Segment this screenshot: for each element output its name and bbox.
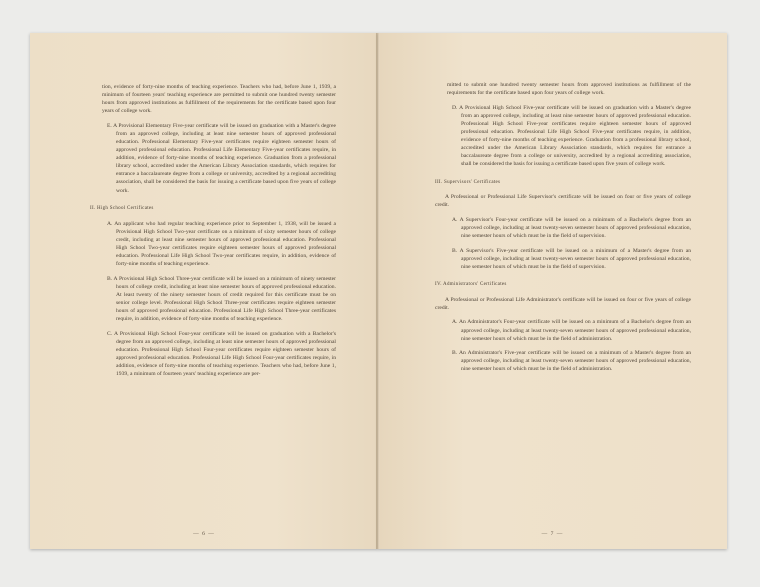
item-iv-a: A. An Administrator's Four-year certificate will be issued on a minimum of a Bachelor's degree from an approved college, including at least twenty-seven semester hours of approved professional education, nine semester hours of which must be in the field of administration. (452, 319, 691, 342)
continued-paragraph: tion, evidence of forty-nine months of teaching experience. Teachers who had, before June 1, 1939, a minimum of fourteen years' teaching experience are permitted to submit one hundred twenty semester hours from approved institutions as fulfillment of the requirements for the certificate based upon four years of college work. (102, 84, 336, 115)
page-number-left: — 6 — (193, 531, 215, 537)
item-iv-b: B. An Administrator's Five-year certificate will be issued on a minimum of a Master's degree from an approved college, including at least twenty-seven semester hours of approved professional education, nine semester hours of which must be in the field of administration. (452, 350, 691, 373)
section-heading-iii: III. Supervisors' Certificates (435, 179, 501, 185)
right-page (378, 33, 727, 549)
item-e: E. A Provisional Elementary Five-year certificate will be issued on graduation with a Master's degree from an approved college, including at least nine semester hours of approved professional education. Professional Elementary Five-year certificates require eighteen semester hours of approved professional education. Professional Life Elementary Five-year certificates require, in addition, evidence of forty-nine months of teaching experience. Graduation from a professional library school, accredited under the American Library Association standards, which requires for entrance a baccalaureate degree from a college or university, accredited by a regional accrediting association, shall be considered the basis for issuing a certificate based upon five years of college work. (107, 122, 336, 194)
booklet-spread (30, 33, 730, 549)
item-a: A. An applicant who had regular teaching experience prior to September 1, 1938, will be issued a Provisional High School Two-year certificate on a minimum of sixty semester hours of college credit, including at least nine semester hours of approved professional education. Professional High School Two-year certificates require eighteen semester hours of approved professional education. Professional Life High School Two-year certificates require, in addition, evidence of forty-nine months of teaching experience. (107, 220, 336, 268)
right-text-column (435, 81, 691, 380)
left-page (30, 33, 378, 549)
item-d: D. A Provisional High School Five-year certificate will be issued on graduation with a Master's degree from an approved college, including at least nine semester hours of approved professional education. Professional High School Five-year certificates require eighteen semester hours of approved professional education. Professional Life High School Five-year certificates require, in addition, evidence of forty-nine months of teaching experience. Graduation from a professional library school, accredited under the American Library Association standards, which requires for entrance a baccalaureate degree from a college or university, accredited by a regional accrediting association, shall be considered the basis for issuing a certificate based upon five years of college work. (452, 104, 691, 168)
section-intro-iii: A Professional or Professional Life Supervisor's certificate will be issued on four or five years of college credit. (435, 194, 691, 209)
section-heading-ii: II. High School Certificates (90, 206, 154, 212)
section-heading-iv: IV. Administrators' Certificates (435, 282, 507, 288)
section-intro-iv: A Professional or Professional Life Administrator's certificate will be issued on four or five years of college credit. (435, 296, 691, 311)
left-text-column (90, 83, 336, 384)
item-c: C. A Provisional High School Four-year certificate will be issued on graduation with a Bachelor's degree from an approved college, including at least nine semester hours of approved professional education. Professional High School Four-year certificates require eighteen semester hours of approved professional education. Professional Life High School Four-year certificates require, in addition, evidence of forty-nine months of teaching experience. Teachers who had, before June 1, 1939, a minimum of fourteen years' teaching experience are per- (107, 330, 336, 377)
item-iii-a: A. A Supervisor's Four-year certificate will be issued on a minimum of a Bachelor's degree from an approved college, including at least twenty-seven semester hours of approved professional education, nine semester hours of which must be in the field of supervision. (452, 216, 691, 240)
continued-paragraph: mitted to submit one hundred twenty semester hours from approved institutions as fulfillment of the requirements for the certificate based upon four years of college work. (447, 82, 691, 97)
item-b: B. A Provisional High School Three-year certificate will be issued on a minimum of ninety semester hours of college credit, including at least nine semester hours of approved professional education. At least twenty of the ninety semester hours of credit required for this certificate must be on senior college level. Professional High School Three-year certificates require eighteen semester hours of approved professional education. Professional Life High School Three-year certificates require, in addition, evidence of forty-nine months of teaching experience. (107, 275, 336, 323)
page-gutter (376, 33, 380, 549)
item-iii-b: B. A Supervisor's Five-year certificate will be issued on a minimum of a Master's degree from an approved college, including at least twenty-seven semester hours of approved professional education, nine semester hours of which must be in the field of supervision. (452, 247, 691, 270)
page-number-right: — 7 — (541, 531, 564, 537)
